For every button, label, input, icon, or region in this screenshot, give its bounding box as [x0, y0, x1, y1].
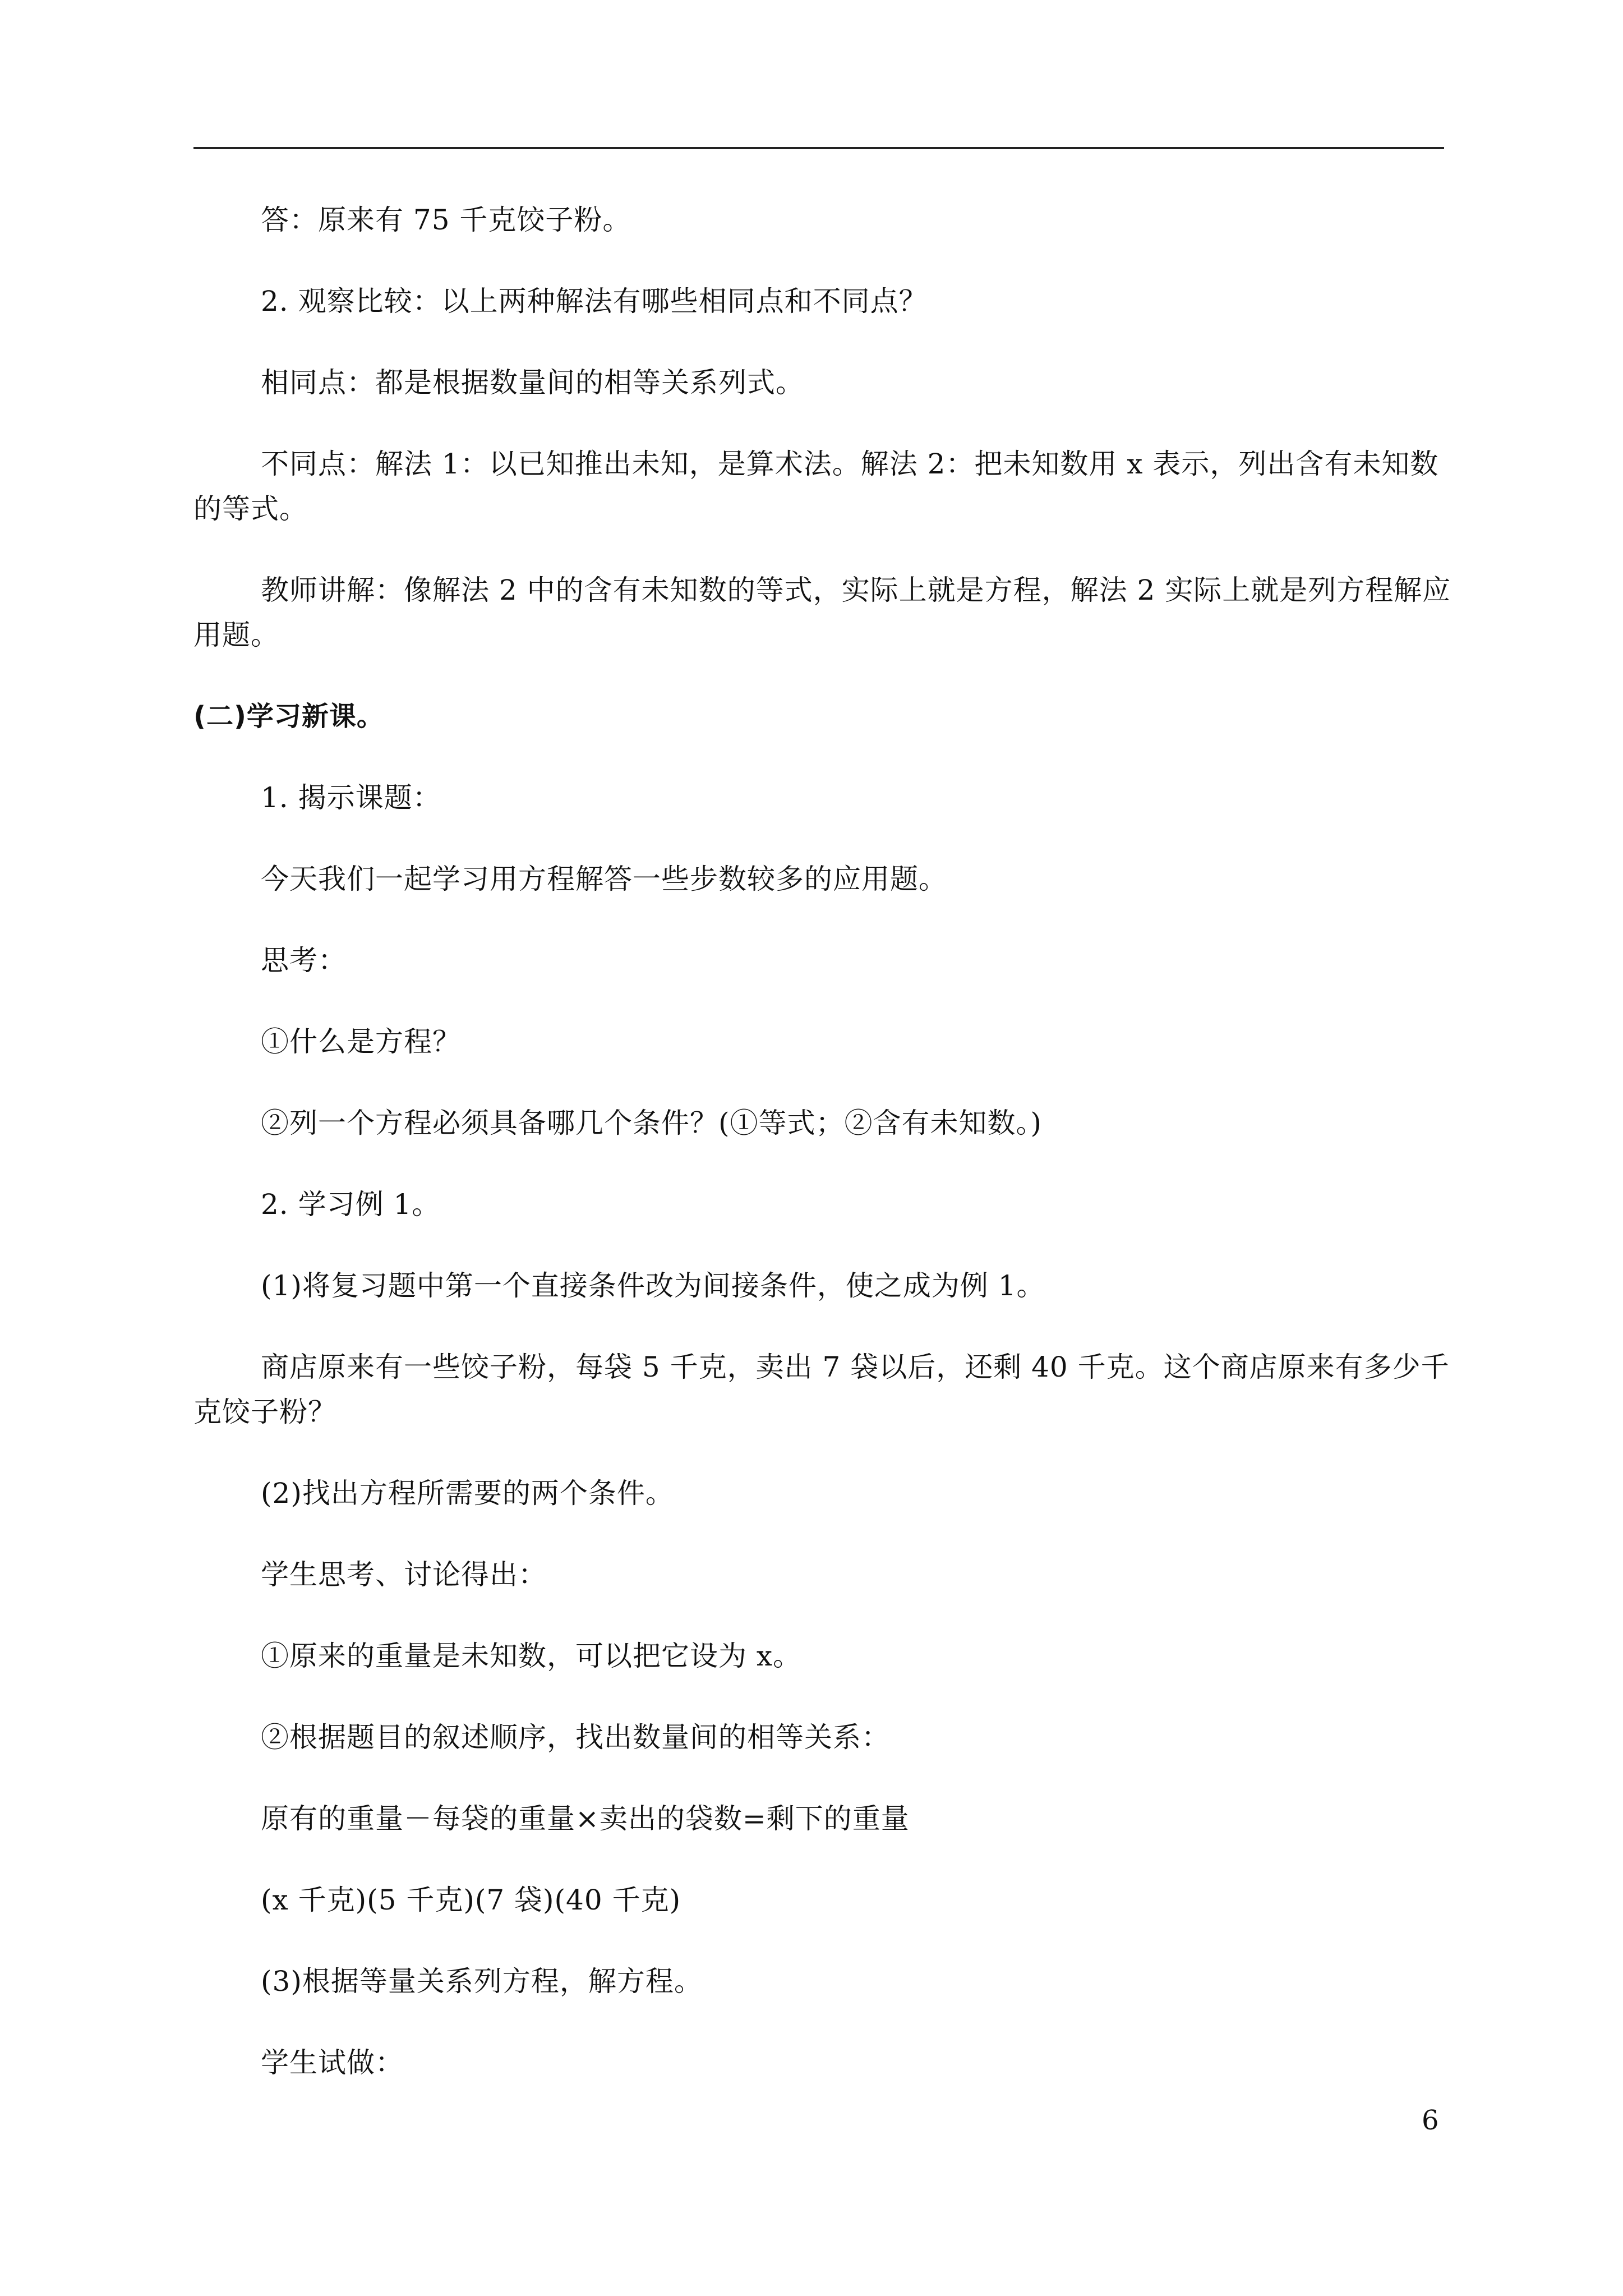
- students-try: 学生试做：: [261, 2046, 404, 2079]
- step-3-text: (3)根据等量关系列方程，解方程。: [261, 1965, 703, 1998]
- question-2: ②列一个方程必须具备哪几个条件？(①等式；②含有未知数。): [261, 1107, 1043, 1139]
- point-1: ①原来的重量是未知数，可以把它设为 x。: [261, 1640, 802, 1672]
- question-1: ①什么是方程？: [261, 1025, 461, 1058]
- step-2-text: (2)找出方程所需要的两个条件。: [261, 1477, 674, 1510]
- quantities-line: (x 千克)(5 千克)(7 袋)(40 千克): [261, 1884, 681, 1916]
- equation-relation: 原有的重量－每袋的重量×卖出的袋数=剩下的重量: [261, 1802, 910, 1835]
- difference-text-line2: 的等式。: [193, 493, 308, 525]
- step-1-text: (1)将复习题中第一个直接条件改为间接条件，使之成为例 1。: [261, 1269, 1045, 1302]
- section-heading: (二)学习新课。: [193, 701, 384, 732]
- similarity-text: 相同点：都是根据数量间的相等关系列式。: [261, 366, 804, 399]
- problem-text-line1: 商店原来有一些饺子粉，每袋 5 千克，卖出 7 袋以后，还剩 40 千克。这个商店原来有多少千: [261, 1351, 1450, 1383]
- point-2: ②根据题目的叙述顺序，找出数量间的相等关系：: [261, 1721, 890, 1754]
- problem-text-line2: 克饺子粉？: [193, 1396, 336, 1428]
- teacher-explain-line2: 用题。: [193, 619, 279, 651]
- example-heading: 2. 学习例 1。: [261, 1188, 441, 1221]
- header-rule: [193, 147, 1444, 149]
- think-label: 思考：: [261, 944, 347, 977]
- reveal-topic-heading: 1. 揭示课题：: [261, 781, 441, 814]
- today-text: 今天我们一起学习用方程解答一些步数较多的应用题。: [261, 863, 947, 895]
- answer-line: 答：原来有 75 千克饺子粉。: [261, 204, 631, 236]
- difference-text-line1: 不同点：解法 1：以已知推出未知，是算术法。解法 2：把未知数用 x 表示，列出含有未知数: [261, 448, 1439, 480]
- students-discuss: 学生思考、讨论得出：: [261, 1558, 547, 1591]
- compare-heading: 2. 观察比较：以上两种解法有哪些相同点和不同点？: [261, 285, 928, 318]
- teacher-explain-line1: 教师讲解：像解法 2 中的含有未知数的等式，实际上就是方程，解法 2 实际上就是列方程解应: [261, 574, 1451, 606]
- page-number: 6: [1422, 2105, 1439, 2136]
